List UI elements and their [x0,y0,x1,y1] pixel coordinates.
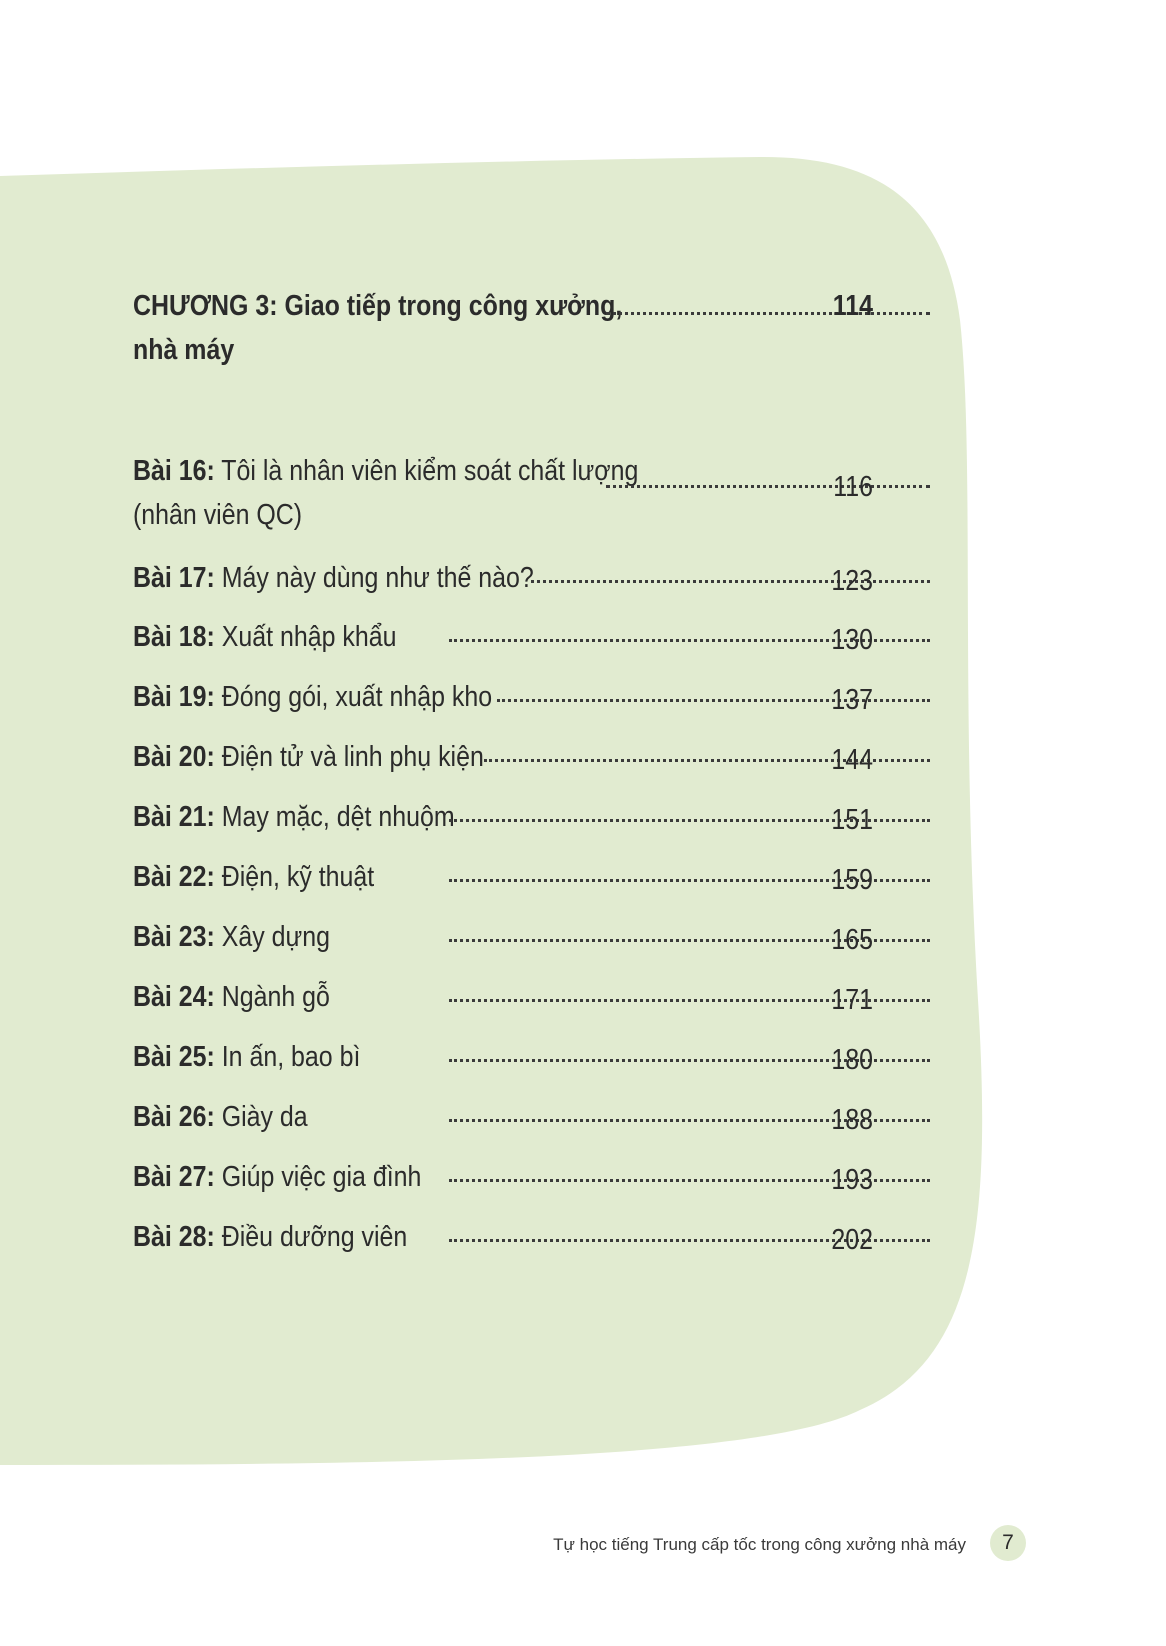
chapter-title-line2: nhà máy [133,334,235,366]
lesson-page-number: 159 [831,864,873,896]
chapter-title-line1: Giao tiếp trong công xưởng, [284,290,623,322]
lesson-page-number: 180 [831,1044,873,1076]
lesson-title [133,915,537,959]
lesson-title [133,449,639,537]
lesson-title [133,1035,537,1079]
lesson-page-number: 116 [833,471,873,503]
lesson-label: Bài 24: [133,981,215,1013]
lesson-page-number: 165 [831,924,873,956]
lesson-entry[interactable] [133,915,873,959]
lesson-title-text: Điều dưỡng viên [221,1221,408,1253]
lesson-entry[interactable] [133,855,873,899]
lesson-entry[interactable] [133,1035,873,1079]
lesson-title-text: Ngành gỗ [221,981,330,1013]
dot-leader [606,312,930,315]
page-number-badge: 7 [990,1525,1026,1561]
lesson-title-text: Điện tử và linh phụ kiện [221,741,484,773]
lesson-title-text: Xây dựng [221,921,330,953]
lesson-title-line2: (nhân viên QC) [133,499,303,531]
lesson-label: Bài 20: [133,741,215,773]
lesson-label: Bài 21: [133,801,215,833]
lesson-page-number: 202 [831,1224,873,1256]
lesson-label: Bài 23: [133,921,215,953]
lesson-title [133,795,537,839]
chapter-title [133,284,623,372]
lesson-entry[interactable] [133,449,873,539]
lesson-title [133,675,537,719]
lesson-entry[interactable] [133,975,873,1019]
lesson-title-text: Đóng gói, xuất nhập kho [221,681,493,713]
lesson-title [133,735,537,779]
lesson-page-number: 137 [831,684,873,716]
lesson-label: Bài 27: [133,1161,215,1193]
dot-leader [606,485,930,488]
lesson-title [133,975,537,1019]
chapter-entry[interactable] [133,284,873,374]
lesson-title-line1: Tôi là nhân viên kiểm soát chất lượng [221,455,639,487]
lesson-entry[interactable] [133,556,873,600]
lesson-entry[interactable] [133,1155,873,1199]
lesson-title [133,1215,537,1259]
lesson-label: Bài 28: [133,1221,215,1253]
lesson-label: Bài 18: [133,621,215,653]
lesson-page-number: 144 [831,744,873,776]
lesson-entry[interactable] [133,615,873,659]
lesson-title [133,615,537,659]
lesson-entry[interactable] [133,675,873,719]
lesson-label: Bài 16: [133,455,215,487]
lesson-page-number: 130 [831,624,873,656]
lesson-entry[interactable] [133,1215,873,1259]
chapter-page-number: 114 [832,290,873,322]
lesson-title-text: Giày da [221,1101,308,1133]
lesson-page-number: 151 [831,804,873,836]
lesson-title-text: May mặc, dệt nhuộm [221,801,455,833]
lesson-label: Bài 22: [133,861,215,893]
lesson-entry[interactable] [133,1095,873,1139]
lesson-entry[interactable] [133,795,873,839]
book-title-footer: Tự học tiếng Trung cấp tốc trong công xưởng nhà máy [553,1535,966,1554]
lesson-title-text: Giúp việc gia đình [221,1161,422,1193]
lesson-label: Bài 17: [133,562,215,594]
lesson-label: Bài 26: [133,1101,215,1133]
lesson-page-number: 188 [831,1104,873,1136]
lesson-label: Bài 25: [133,1041,215,1073]
lesson-label: Bài 19: [133,681,215,713]
lesson-title-text: Điện, kỹ thuật [221,861,375,893]
lesson-page-number: 193 [831,1164,873,1196]
lesson-title [133,1155,537,1199]
lesson-page-number: 171 [831,984,873,1016]
lesson-title-text: Xuất nhập khẩu [221,621,397,653]
lesson-entry[interactable] [133,735,873,779]
lesson-title-text: Máy này dùng như thế nào? [221,562,534,594]
lesson-page-number: 123 [831,565,873,597]
lesson-title [133,1095,537,1139]
lesson-title-text: In ấn, bao bì [221,1041,361,1073]
lesson-title [133,855,537,899]
lesson-title [133,556,537,600]
chapter-label: CHƯƠNG 3: [133,290,278,322]
